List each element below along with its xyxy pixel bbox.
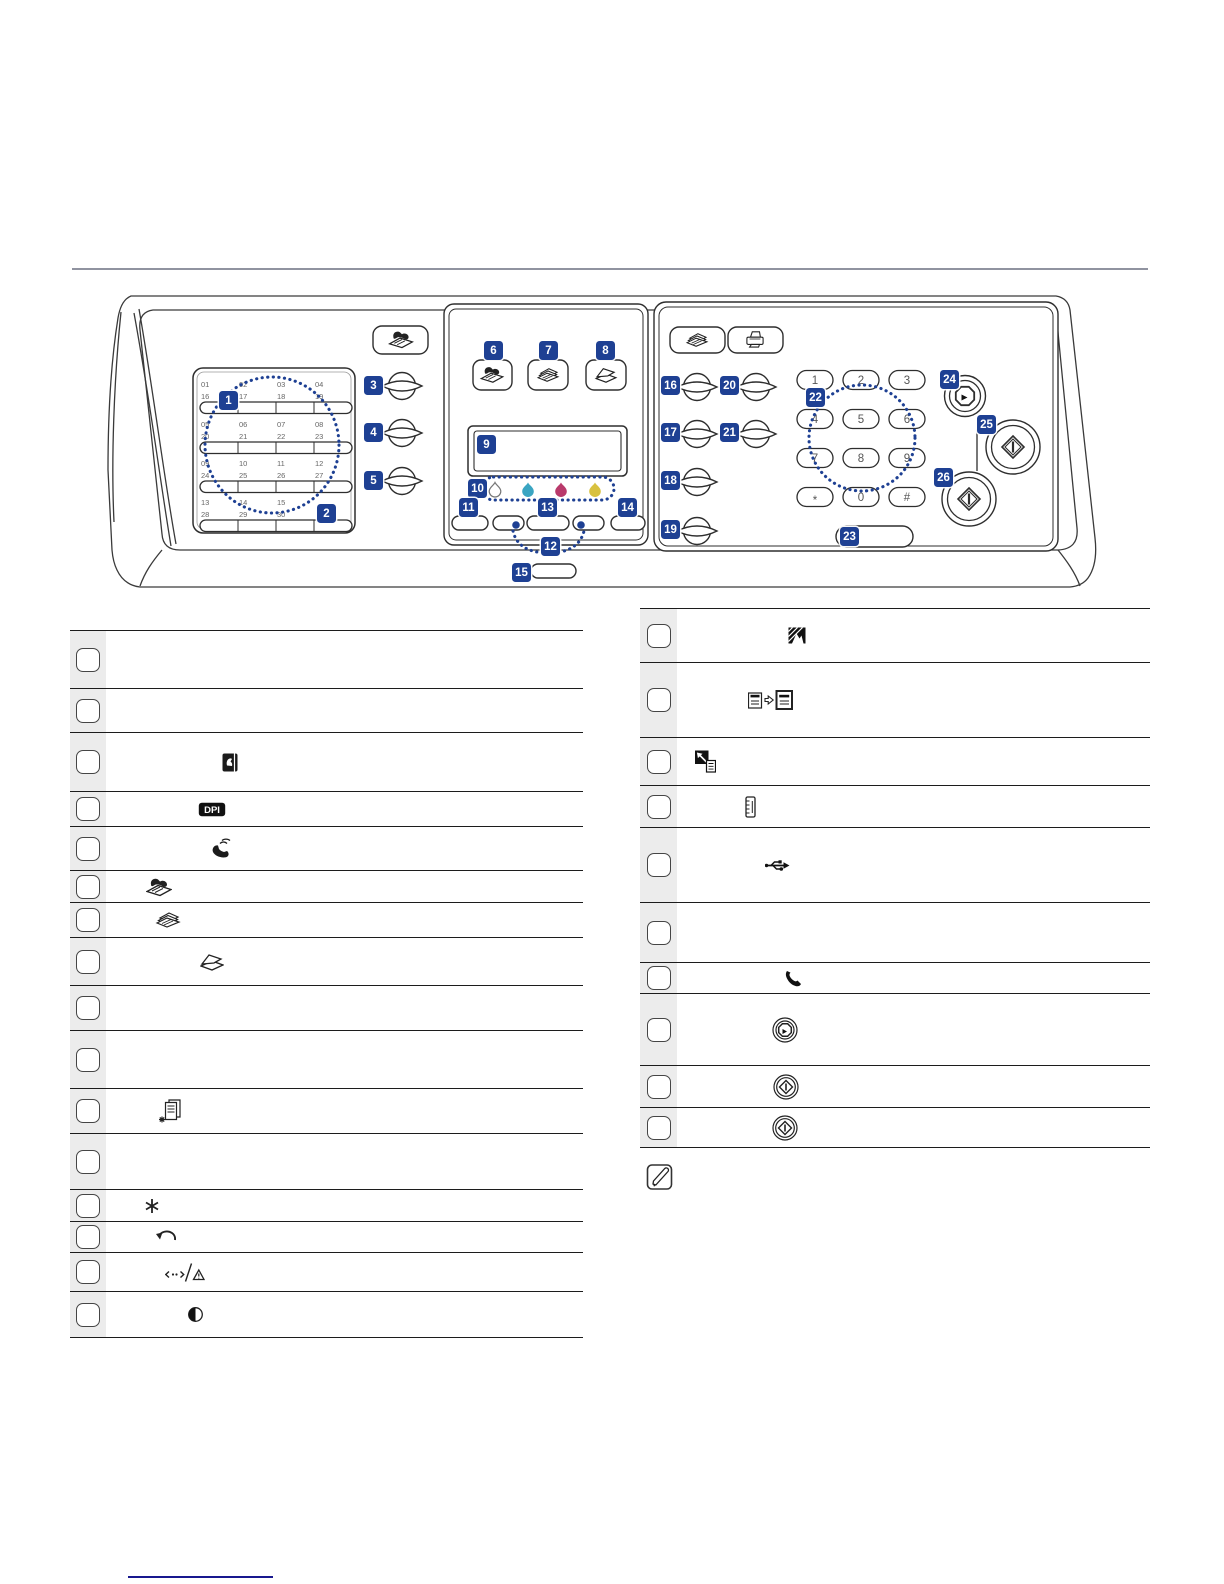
stop-clear-icon — [772, 1017, 798, 1043]
callout-24-badge: 24 — [940, 370, 959, 389]
table-row — [640, 828, 1150, 903]
darkness-icon — [788, 627, 806, 644]
table-row — [70, 903, 583, 938]
callout-8-badge: 8 — [596, 341, 615, 360]
table-row — [70, 1222, 583, 1253]
fax-function-button — [373, 326, 428, 354]
callout-23-badge: 23 — [840, 527, 859, 546]
callout-number-box — [76, 837, 100, 861]
phone-icon — [785, 969, 802, 987]
rocker-button — [382, 468, 422, 495]
scanner-icon — [200, 953, 224, 971]
callout-number-box — [76, 1048, 100, 1072]
callout-number-box — [647, 1075, 671, 1099]
callout-number-box — [76, 797, 100, 821]
svg-text:2: 2 — [857, 375, 865, 387]
callout-9-badge: 9 — [477, 435, 496, 454]
callout-17-badge: 17 — [661, 423, 680, 442]
note-pencil-icon — [646, 1161, 674, 1191]
svg-text:19: 19 — [315, 392, 324, 401]
callout-1-badge: 1 — [219, 391, 238, 410]
callout-3-badge: 3 — [364, 376, 383, 395]
callout-22-badge: 22 — [806, 388, 825, 407]
svg-text:9: 9 — [903, 453, 911, 465]
svg-text:15: 15 — [277, 498, 286, 507]
callout-number-box — [647, 1116, 671, 1140]
callout-15-badge: 15 — [512, 563, 531, 582]
svg-text:22: 22 — [277, 432, 286, 441]
speed-dial-button-row — [200, 442, 352, 454]
table-row — [70, 631, 583, 689]
fax-mode-button — [473, 360, 512, 390]
svg-text:28: 28 — [201, 510, 210, 519]
print-feature-button — [728, 327, 783, 353]
svg-text:01: 01 — [201, 380, 210, 389]
callout-21-badge: 21 — [720, 423, 739, 442]
callout-number-box — [647, 921, 671, 945]
rocker-button — [382, 373, 422, 400]
callout-14-badge: 14 — [618, 498, 637, 517]
footer-link-underline — [128, 1576, 273, 1578]
table-row — [70, 986, 583, 1031]
callout-10-badge: 10 — [468, 479, 487, 498]
svg-text:06: 06 — [239, 420, 248, 429]
table-row — [70, 827, 583, 871]
table-row — [640, 609, 1150, 663]
svg-text:27: 27 — [315, 471, 324, 480]
callout-13-badge: 13 — [538, 498, 557, 517]
callout-number-box — [76, 1099, 100, 1123]
callout-26-badge: 26 — [934, 468, 953, 487]
copy-feature-button — [670, 327, 725, 353]
callout-number-box — [76, 1194, 100, 1218]
start-button-icon — [772, 1115, 798, 1141]
document-asterisk-icon — [158, 1099, 184, 1123]
table-row — [70, 1292, 583, 1338]
svg-text:8: 8 — [857, 453, 865, 465]
svg-text:29: 29 — [239, 510, 248, 519]
button-indicator-dot — [577, 521, 585, 529]
dpi-badge-icon — [198, 802, 226, 817]
callout-11-badge: 11 — [459, 498, 478, 517]
svg-text:03: 03 — [277, 380, 286, 389]
copy-mode-button — [528, 360, 568, 390]
svg-text:18: 18 — [277, 392, 286, 401]
callout-number-box — [647, 688, 671, 712]
status-warning-icon — [165, 1262, 205, 1283]
start-button-icon — [773, 1074, 799, 1100]
table-row — [640, 738, 1150, 786]
callout-number-box — [76, 699, 100, 723]
callout-number-box — [647, 1018, 671, 1042]
svg-text:6: 6 — [903, 414, 911, 426]
svg-text:08: 08 — [315, 420, 324, 429]
table-row — [640, 663, 1150, 738]
table-row — [70, 1190, 583, 1222]
id-copy-icon — [748, 690, 793, 710]
svg-text:10: 10 — [239, 459, 248, 468]
table-row — [70, 792, 583, 827]
table-row — [70, 733, 583, 792]
callout-20-badge: 20 — [720, 376, 739, 395]
svg-text:5: 5 — [857, 414, 865, 426]
svg-text:07: 07 — [277, 420, 286, 429]
svg-text:16: 16 — [201, 392, 210, 401]
asterisk-icon — [145, 1198, 159, 1214]
rocker-button — [382, 420, 422, 447]
table-row — [640, 903, 1150, 963]
table-row — [70, 1031, 583, 1089]
table-row — [640, 994, 1150, 1066]
svg-text:24: 24 — [201, 471, 210, 480]
table-row — [70, 689, 583, 733]
callout-number-box — [76, 750, 100, 774]
callout-number-box — [647, 966, 671, 990]
phonebook-icon — [222, 753, 238, 772]
callout-number-box — [76, 1260, 100, 1284]
svg-text:1: 1 — [811, 375, 819, 387]
callout-number-box — [76, 875, 100, 899]
table-row — [640, 1108, 1150, 1148]
svg-text:0: 0 — [857, 492, 865, 504]
svg-text:3: 3 — [903, 375, 911, 387]
svg-text:02: 02 — [239, 380, 248, 389]
svg-text:7: 7 — [811, 453, 819, 465]
callout-25-badge: 25 — [977, 415, 996, 434]
table-row — [70, 871, 583, 903]
svg-text:14: 14 — [239, 498, 248, 507]
callout-19-badge: 19 — [661, 520, 680, 539]
back-arrow-icon — [156, 1230, 177, 1244]
callout-number-box — [647, 795, 671, 819]
center-button-row — [452, 516, 645, 530]
callout-number-box — [76, 996, 100, 1020]
svg-text:4: 4 — [811, 414, 819, 426]
fax-machine-icon — [146, 877, 172, 897]
callout-number-box — [647, 853, 671, 877]
callout-number-box — [647, 750, 671, 774]
callout-number-box — [76, 1303, 100, 1327]
table-row — [640, 786, 1150, 828]
status-led-indicator — [531, 564, 576, 578]
table-row — [640, 1066, 1150, 1108]
on-hook-dial-icon — [211, 838, 231, 859]
legend-table-left — [70, 630, 583, 1338]
callout-number-box — [76, 1225, 100, 1249]
callout-5-badge: 5 — [364, 471, 383, 490]
callout-number-box — [647, 624, 671, 648]
contrast-icon — [188, 1307, 203, 1322]
svg-text:#: # — [903, 492, 911, 504]
svg-text:13: 13 — [201, 498, 210, 507]
svg-text:26: 26 — [277, 471, 286, 480]
button-indicator-dot — [512, 521, 520, 529]
callout-number-box — [76, 648, 100, 672]
usb-icon — [765, 859, 790, 872]
table-row — [70, 938, 583, 986]
svg-text:09: 09 — [201, 459, 210, 468]
callout-7-badge: 7 — [539, 341, 558, 360]
callout-16-badge: 16 — [661, 376, 680, 395]
svg-text:30: 30 — [277, 510, 286, 519]
scan-mode-button — [586, 360, 626, 390]
table-row — [640, 963, 1150, 994]
callout-2-badge: 2 — [317, 504, 336, 523]
table-row — [70, 1134, 583, 1190]
svg-text:05: 05 — [201, 420, 210, 429]
table-row — [70, 1253, 583, 1292]
collate-icon — [745, 796, 756, 818]
callout-number-box — [76, 908, 100, 932]
svg-text:04: 04 — [315, 380, 324, 389]
svg-text:DPI: DPI — [204, 804, 220, 816]
svg-text:11: 11 — [277, 459, 285, 468]
legend-table-right — [640, 608, 1150, 1148]
svg-text:25: 25 — [239, 471, 248, 480]
callout-4-badge: 4 — [364, 423, 383, 442]
callout-number-box — [76, 950, 100, 974]
callout-6-badge: 6 — [484, 341, 503, 360]
copy-stack-icon — [155, 910, 181, 930]
reduce-enlarge-icon — [695, 750, 716, 773]
svg-text:23: 23 — [315, 432, 324, 441]
callout-18-badge: 18 — [661, 471, 680, 490]
table-row — [70, 1089, 583, 1134]
callout-12-badge: 12 — [541, 537, 560, 556]
svg-text:12: 12 — [315, 459, 324, 468]
callout-number-box — [76, 1150, 100, 1174]
svg-text:21: 21 — [239, 432, 248, 441]
svg-text:17: 17 — [239, 392, 248, 401]
svg-text:*: * — [812, 495, 818, 507]
svg-text:20: 20 — [201, 432, 210, 441]
